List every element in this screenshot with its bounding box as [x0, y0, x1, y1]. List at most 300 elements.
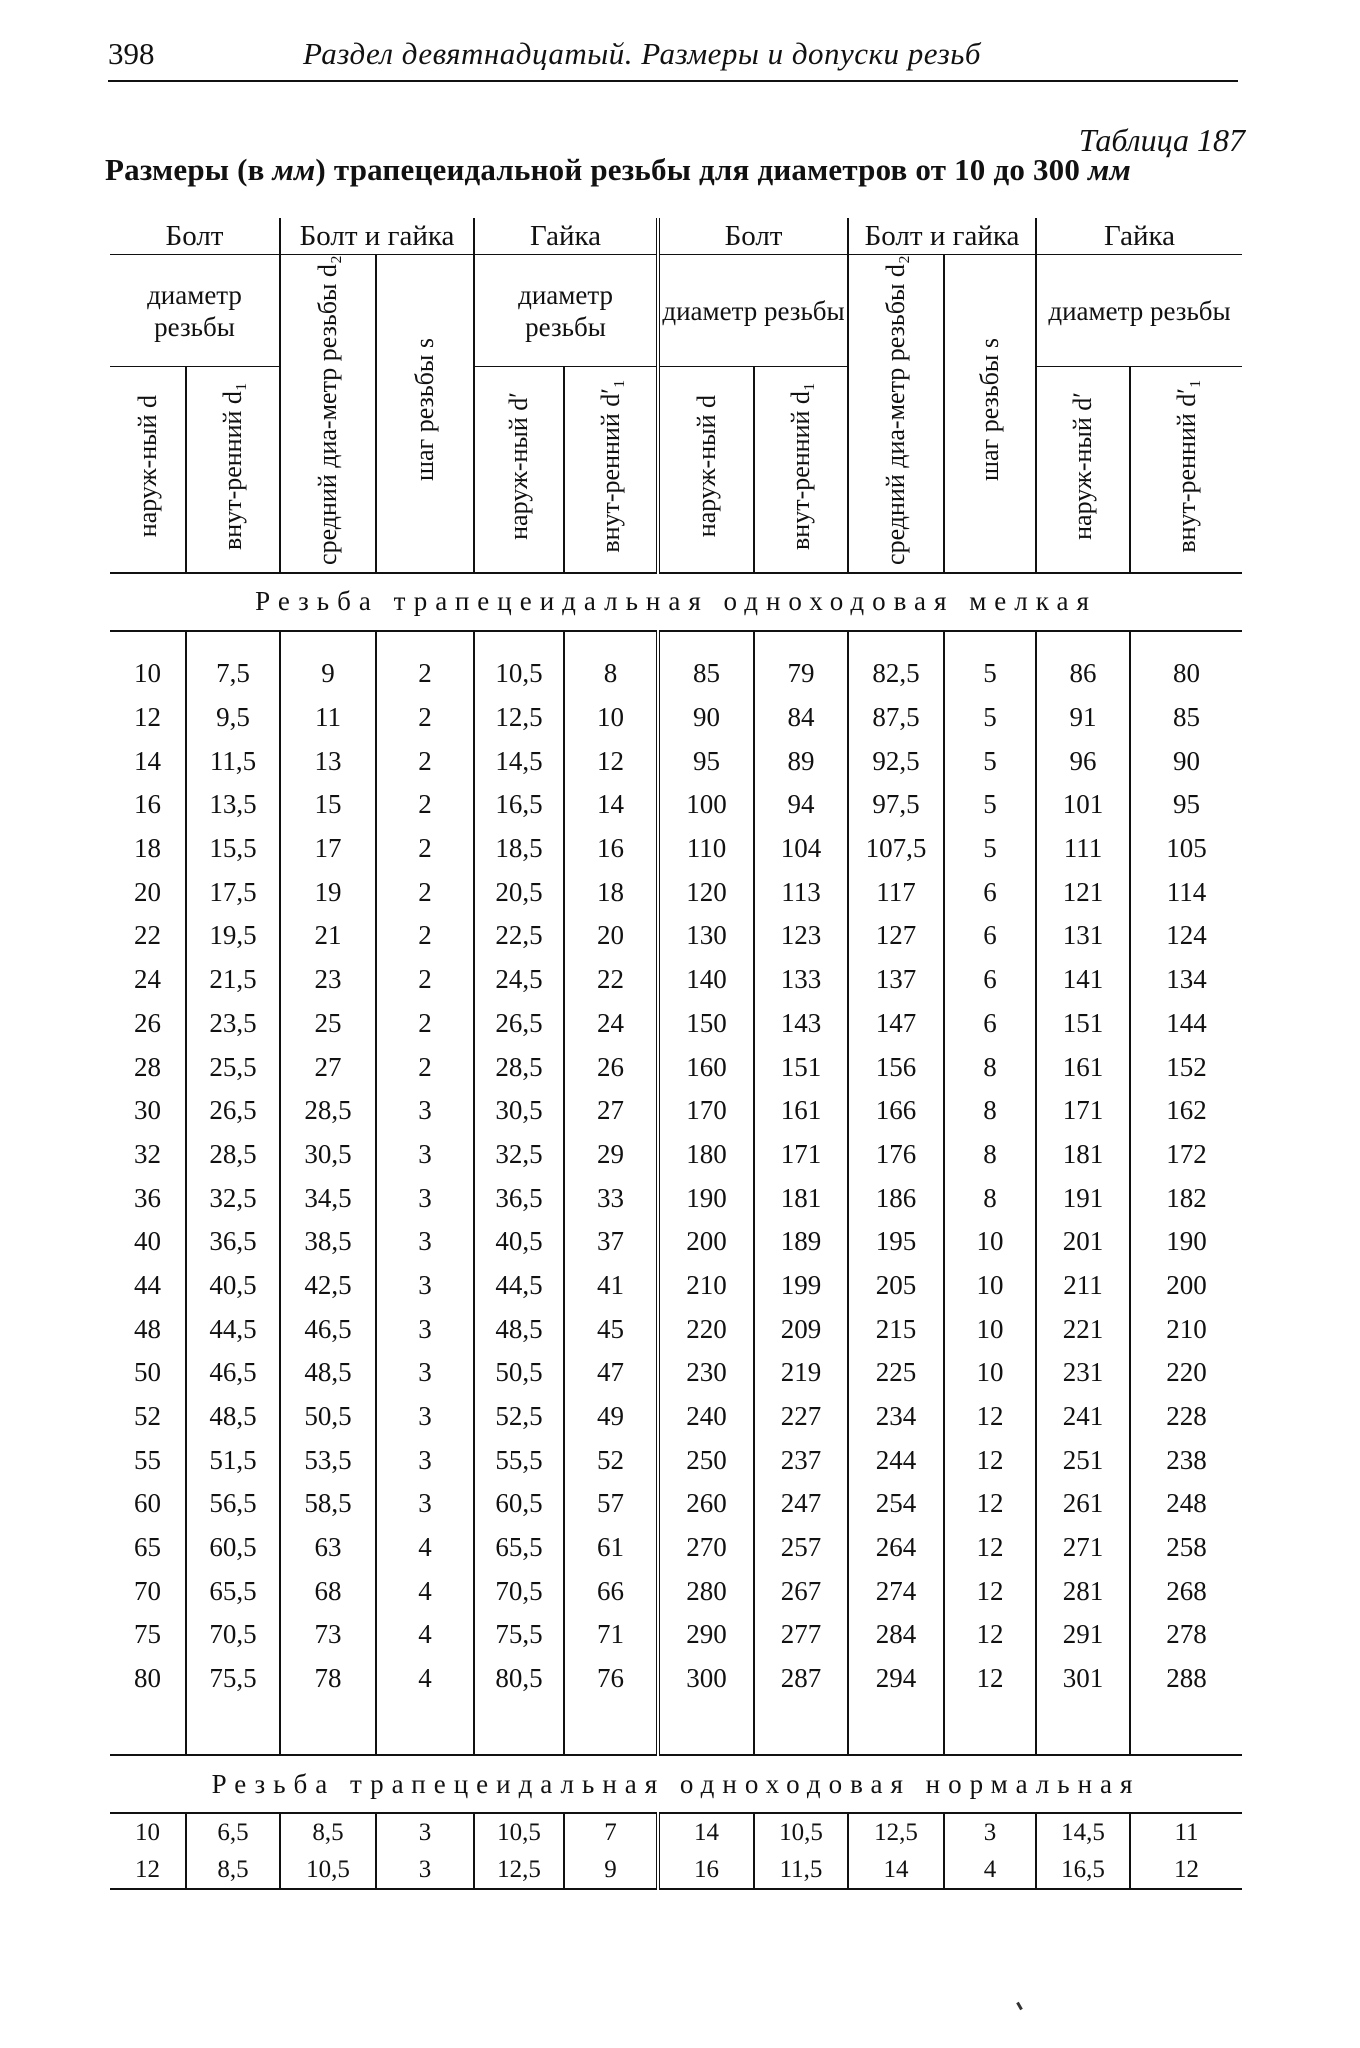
- table-row: [110, 783, 1242, 827]
- table-cell: 24: [134, 964, 161, 995]
- table-cell: 3: [376, 1220, 474, 1264]
- table-cell: 95: [1130, 783, 1242, 827]
- table-cell: 288: [1130, 1657, 1242, 1701]
- table-cell: 55,5: [474, 1438, 564, 1482]
- table-cell: 80,5: [474, 1657, 564, 1701]
- table-cell: 22: [134, 920, 161, 951]
- table-cell: 78: [280, 1657, 376, 1701]
- table-cell: 8: [944, 1176, 1036, 1220]
- table-cell: 56,5: [186, 1482, 280, 1526]
- table-cell: 228: [1130, 1395, 1242, 1439]
- table-cell: 22: [564, 958, 658, 1002]
- table-cell: 60: [134, 1488, 161, 1519]
- table-cell: 3: [376, 1395, 474, 1439]
- table-title-part: Размеры (в: [105, 152, 273, 187]
- table-cell: 14: [848, 1851, 944, 1889]
- section-title: Раздел девятнадцатый. Размеры и допуски резьб: [303, 36, 981, 71]
- table-cell: 19,5: [186, 914, 280, 958]
- table-cell: 210: [1130, 1307, 1242, 1351]
- table-cell: 12,5: [474, 1851, 564, 1889]
- table-cell: 17: [280, 827, 376, 871]
- nut-inner-diameter-label: внут-ренний d′₁: [1171, 379, 1201, 553]
- table-cell: 14,5: [474, 739, 564, 783]
- table-cell: 281: [1036, 1569, 1130, 1613]
- table-cell: 10: [944, 1220, 1036, 1264]
- table-cell: 220: [658, 1307, 754, 1351]
- table-cell: 143: [754, 1001, 848, 1045]
- table-row: [110, 1813, 1242, 1851]
- table-cell: 191: [1036, 1176, 1130, 1220]
- group-bolt-and-nut: Болт и гайка: [848, 218, 1036, 255]
- table-cell: 86: [1036, 652, 1130, 696]
- table-cell: 290: [658, 1613, 754, 1657]
- table-cell: 28: [134, 1051, 161, 1082]
- table-row: [110, 1526, 1242, 1570]
- table-row: [110, 739, 1242, 783]
- table-cell: 238: [1130, 1438, 1242, 1482]
- table-cell: 144: [1130, 1001, 1242, 1045]
- table-cell: 97,5: [848, 783, 944, 827]
- thread-diameter-header: диаметр резьбы: [110, 255, 280, 367]
- table-cell: 284: [848, 1613, 944, 1657]
- nut-inner-diameter-label: внут-ренний d′₁: [595, 379, 625, 553]
- table-row: [110, 1351, 1242, 1395]
- table-cell: 6: [944, 1001, 1036, 1045]
- table-cell: 27: [564, 1089, 658, 1133]
- table-cell: 22,5: [474, 914, 564, 958]
- table-cell: 52: [564, 1438, 658, 1482]
- table-cell: 200: [658, 1220, 754, 1264]
- table-cell: 18: [564, 870, 658, 914]
- table-cell: 70,5: [186, 1613, 280, 1657]
- table-cell: 26: [134, 1007, 161, 1038]
- table-cell: 48,5: [474, 1307, 564, 1351]
- table-cell: 12,5: [474, 696, 564, 740]
- table-cell: 12: [134, 702, 161, 732]
- table-cell: 37: [564, 1220, 658, 1264]
- table-cell: 52,5: [474, 1395, 564, 1439]
- table-cell: 114: [1130, 870, 1242, 914]
- table-cell: 82,5: [848, 652, 944, 696]
- table-cell: 49: [564, 1395, 658, 1439]
- table-cell: 140: [658, 958, 754, 1002]
- table-cell: 92,5: [848, 739, 944, 783]
- table-cell: 172: [1130, 1133, 1242, 1177]
- table-cell: 199: [754, 1264, 848, 1308]
- table-row: [110, 1395, 1242, 1439]
- table-cell: 209: [754, 1307, 848, 1351]
- table-row: [110, 1264, 1242, 1308]
- table-cell: 14: [564, 783, 658, 827]
- table-cell: 96: [1036, 739, 1130, 783]
- inner-diameter-label: внут-ренний d₁: [218, 382, 247, 551]
- table-row: [110, 827, 1242, 871]
- group-bolt-and-nut: Болт и гайка: [280, 218, 474, 255]
- table-row: [110, 870, 1242, 914]
- table-cell: 30,5: [280, 1133, 376, 1177]
- table-cell: 121: [1036, 870, 1130, 914]
- table-cell: 6,5: [186, 1813, 280, 1851]
- table-cell: 156: [848, 1045, 944, 1089]
- table-cell: 280: [658, 1569, 754, 1613]
- table-cell: 4: [376, 1657, 474, 1701]
- nut-outer-diameter-label: наруж-ный d′: [1068, 392, 1098, 540]
- table-cell: 85: [1130, 696, 1242, 740]
- table-cell: 32: [134, 1138, 161, 1169]
- table-cell: 44,5: [186, 1307, 280, 1351]
- table-cell: 301: [1036, 1657, 1130, 1701]
- table-cell: 50,5: [280, 1395, 376, 1439]
- outer-diameter-label: наруж-ный d: [691, 394, 721, 538]
- table-row: [110, 1438, 1242, 1482]
- table-cell: 270: [658, 1526, 754, 1570]
- table-row: [110, 696, 1242, 740]
- table-cell: 231: [1036, 1351, 1130, 1395]
- table-cell: 182: [1130, 1176, 1242, 1220]
- table-cell: 3: [376, 1851, 474, 1889]
- running-header: [108, 30, 1238, 82]
- table-cell: 28,5: [280, 1089, 376, 1133]
- table-cell: 95: [658, 739, 754, 783]
- table-cell: 147: [848, 1001, 944, 1045]
- table-row: [110, 1851, 1242, 1889]
- table-cell: 221: [1036, 1307, 1130, 1351]
- table-cell: 134: [1130, 958, 1242, 1002]
- table-cell: 24: [564, 1001, 658, 1045]
- table-cell: 32,5: [186, 1176, 280, 1220]
- table-cell: 10: [110, 1813, 186, 1851]
- table-cell: 111: [1036, 827, 1130, 871]
- table-cell: 51,5: [186, 1438, 280, 1482]
- table-cell: 66: [564, 1569, 658, 1613]
- table-cell: 123: [754, 914, 848, 958]
- table-cell: 8: [944, 1089, 1036, 1133]
- table-cell: 2: [376, 783, 474, 827]
- thread-diameter-header: диаметр резьбы: [658, 255, 848, 367]
- table-cell: 26,5: [186, 1089, 280, 1133]
- table-cell: 260: [658, 1482, 754, 1526]
- table-cell: 8,5: [186, 1851, 280, 1889]
- table-cell: 12,5: [848, 1813, 944, 1851]
- table-cell: 10,5: [754, 1813, 848, 1851]
- table-label: Таблица 187: [1078, 122, 1245, 158]
- table-cell: 16: [564, 827, 658, 871]
- table-cell: 33: [564, 1176, 658, 1220]
- table-cell: 113: [754, 870, 848, 914]
- group-bolt: Болт: [110, 218, 280, 255]
- table-cell: 12: [944, 1438, 1036, 1482]
- table-cell: 6: [944, 958, 1036, 1002]
- table-cell: 251: [1036, 1438, 1130, 1482]
- table-cell: 18: [134, 833, 161, 864]
- table-cell: 12: [944, 1526, 1036, 1570]
- table-cell: 11: [280, 696, 376, 740]
- table-cell: 9: [280, 652, 376, 696]
- table-cell: 6: [944, 914, 1036, 958]
- table-cell: 46,5: [186, 1351, 280, 1395]
- table-cell: 12: [1130, 1851, 1242, 1889]
- table-cell: 47: [564, 1351, 658, 1395]
- table-cell: 8,5: [280, 1813, 376, 1851]
- table-cell: 152: [1130, 1045, 1242, 1089]
- thread-size-table: [110, 218, 1242, 1890]
- table-cell: 201: [1036, 1220, 1130, 1264]
- pitch-header: [944, 255, 1036, 573]
- table-cell: 274: [848, 1569, 944, 1613]
- table-cell: 10: [134, 658, 161, 689]
- table-cell: 3: [944, 1813, 1036, 1851]
- table-body: [110, 573, 1242, 1890]
- table-cell: 28,5: [186, 1133, 280, 1177]
- table-row: [110, 1133, 1242, 1177]
- table-cell: 2: [376, 827, 474, 871]
- table-cell: 84: [754, 696, 848, 740]
- table-cell: 28,5: [474, 1045, 564, 1089]
- table-cell: 25,5: [186, 1045, 280, 1089]
- outer-diameter-header: [110, 367, 186, 573]
- table-cell: 101: [1036, 783, 1130, 827]
- table-cell: 44: [134, 1269, 161, 1300]
- table-cell: 29: [564, 1133, 658, 1177]
- table-cell: 61: [564, 1526, 658, 1570]
- table-cell: 5: [944, 696, 1036, 740]
- table-cell: 36,5: [186, 1220, 280, 1264]
- group-nut: Гайка: [474, 218, 658, 255]
- spacer-row: [110, 1700, 1242, 1755]
- table-cell: 250: [658, 1438, 754, 1482]
- table-cell: 2: [376, 914, 474, 958]
- table-cell: 181: [1036, 1133, 1130, 1177]
- table-cell: 89: [754, 739, 848, 783]
- table-cell: 2: [376, 1001, 474, 1045]
- table-cell: 16,5: [474, 783, 564, 827]
- table-cell: 11,5: [754, 1851, 848, 1889]
- table-cell: 190: [1130, 1220, 1242, 1264]
- table-cell: 48: [134, 1313, 161, 1344]
- table-cell: 166: [848, 1089, 944, 1133]
- group-bolt: Болт: [658, 218, 848, 255]
- table-cell: 75: [134, 1619, 161, 1650]
- nut-inner-diameter-header: [564, 367, 658, 573]
- table-cell: 10,5: [474, 652, 564, 696]
- table-cell: 271: [1036, 1526, 1130, 1570]
- table-cell: 11,5: [186, 739, 280, 783]
- table-cell: 170: [658, 1089, 754, 1133]
- table-cell: 24,5: [474, 958, 564, 1002]
- nut-inner-diameter-header: [1130, 367, 1242, 573]
- table-cell: 12: [564, 739, 658, 783]
- table-cell: 190: [658, 1176, 754, 1220]
- table-row: [110, 652, 1242, 696]
- table-cell: 3: [376, 1482, 474, 1526]
- table-cell: 248: [1130, 1482, 1242, 1526]
- table-cell: 26: [564, 1045, 658, 1089]
- table-cell: 254: [848, 1482, 944, 1526]
- table-cell: 247: [754, 1482, 848, 1526]
- table-cell: 3: [376, 1176, 474, 1220]
- table-cell: 3: [376, 1089, 474, 1133]
- table-cell: 60,5: [186, 1526, 280, 1570]
- table-cell: 23: [280, 958, 376, 1002]
- table-cell: 9,5: [186, 696, 280, 740]
- table-cell: 105: [1130, 827, 1242, 871]
- table-cell: 14: [134, 745, 161, 776]
- table-cell: 234: [848, 1395, 944, 1439]
- table-cell: 36: [134, 1182, 161, 1213]
- table-cell: 267: [754, 1569, 848, 1613]
- table-row: [110, 1307, 1242, 1351]
- table-cell: 261: [1036, 1482, 1130, 1526]
- table-cell: 46,5: [280, 1307, 376, 1351]
- table-cell: 257: [754, 1526, 848, 1570]
- table-cell: 75,5: [186, 1657, 280, 1701]
- print-speck: [1016, 2002, 1023, 2010]
- table-cell: 5: [944, 652, 1036, 696]
- table-cell: 189: [754, 1220, 848, 1264]
- table-cell: 5: [944, 739, 1036, 783]
- table-cell: 2: [376, 739, 474, 783]
- table-cell: 100: [658, 783, 754, 827]
- outer-diameter-header: [658, 367, 754, 573]
- mean-diameter-header: [848, 255, 944, 573]
- table-cell: 10: [944, 1307, 1036, 1351]
- table-cell: 12: [944, 1482, 1036, 1526]
- table-cell: 5: [944, 783, 1036, 827]
- table-cell: 38,5: [280, 1220, 376, 1264]
- table-cell: 71: [564, 1613, 658, 1657]
- table-cell: 3: [376, 1438, 474, 1482]
- table-cell: 16: [134, 789, 161, 820]
- table-cell: 181: [754, 1176, 848, 1220]
- table-cell: 25: [280, 1001, 376, 1045]
- table-cell: 65,5: [474, 1526, 564, 1570]
- table-cell: 10: [564, 696, 658, 740]
- table-cell: 16,5: [1036, 1851, 1130, 1889]
- table-cell: 90: [1130, 739, 1242, 783]
- table-cell: 127: [848, 914, 944, 958]
- table-row: [110, 1176, 1242, 1220]
- table-cell: 34,5: [280, 1176, 376, 1220]
- table-cell: 44,5: [474, 1264, 564, 1308]
- spacer-row: [110, 631, 1242, 652]
- table-cell: 73: [280, 1613, 376, 1657]
- table-cell: 10: [944, 1351, 1036, 1395]
- table-cell: 8: [564, 652, 658, 696]
- pitch-label: шаг резьбы s: [975, 338, 1005, 482]
- section-normal-label: Резьба трапецеидальная одноходовая нормальная: [110, 1755, 1242, 1813]
- table-cell: 58,5: [280, 1482, 376, 1526]
- table-cell: 10,5: [474, 1813, 564, 1851]
- table-cell: 63: [280, 1526, 376, 1570]
- nut-outer-diameter-label: наруж-ный d′: [504, 392, 534, 540]
- table-cell: 50: [134, 1357, 161, 1388]
- table-cell: 55: [134, 1444, 161, 1475]
- table-cell: 215: [848, 1307, 944, 1351]
- table-cell: 40,5: [186, 1264, 280, 1308]
- table-cell: 291: [1036, 1613, 1130, 1657]
- mean-diameter-header: [280, 255, 376, 573]
- table-cell: 90: [658, 696, 754, 740]
- table-cell: 141: [1036, 958, 1130, 1002]
- table-cell: 15,5: [186, 827, 280, 871]
- table-cell: 48,5: [186, 1395, 280, 1439]
- table-row: [110, 1569, 1242, 1613]
- table-row: [110, 1482, 1242, 1526]
- table-cell: 85: [658, 652, 754, 696]
- mean-diameter-label: средний диа-метр резьбы d₂: [313, 255, 343, 565]
- table-cell: 124: [1130, 914, 1242, 958]
- table-cell: 12: [110, 1851, 186, 1889]
- table-cell: 131: [1036, 914, 1130, 958]
- table-cell: 15: [280, 783, 376, 827]
- table-cell: 264: [848, 1526, 944, 1570]
- table-cell: 287: [754, 1657, 848, 1701]
- table-cell: 80: [134, 1663, 161, 1694]
- table-cell: 79: [754, 652, 848, 696]
- table-cell: 4: [376, 1526, 474, 1570]
- table-cell: 10,5: [280, 1851, 376, 1889]
- table-cell: 278: [1130, 1613, 1242, 1657]
- table-cell: 20: [564, 914, 658, 958]
- table-cell: 162: [1130, 1089, 1242, 1133]
- table-cell: 10: [944, 1264, 1036, 1308]
- table-cell: 225: [848, 1351, 944, 1395]
- table-row: [110, 1755, 1242, 1813]
- table-cell: 75,5: [474, 1613, 564, 1657]
- table-cell: 277: [754, 1613, 848, 1657]
- table-cell: 45: [564, 1307, 658, 1351]
- table-cell: 294: [848, 1657, 944, 1701]
- table-row: [110, 1657, 1242, 1701]
- table-cell: 16: [658, 1851, 754, 1889]
- table-cell: 133: [754, 958, 848, 1002]
- table-cell: 19: [280, 870, 376, 914]
- table-cell: 3: [376, 1813, 474, 1851]
- table-cell: 6: [944, 870, 1036, 914]
- table-cell: 2: [376, 958, 474, 1002]
- table-cell: 161: [754, 1089, 848, 1133]
- table-cell: 12: [944, 1569, 1036, 1613]
- table-cell: 150: [658, 1001, 754, 1045]
- table-row: [110, 958, 1242, 1002]
- table-cell: 80: [1130, 652, 1242, 696]
- table-title-unit: мм: [272, 152, 316, 187]
- table-cell: 40,5: [474, 1220, 564, 1264]
- inner-diameter-label: внут-ренний d₁: [786, 382, 816, 551]
- table-cell: 30,5: [474, 1089, 564, 1133]
- table-cell: 87,5: [848, 696, 944, 740]
- table-row: [110, 1220, 1242, 1264]
- thread-diameter-header: диаметр резьбы: [474, 255, 658, 367]
- table-cell: 57: [564, 1482, 658, 1526]
- table-cell: 211: [1036, 1264, 1130, 1308]
- table-cell: 13: [280, 739, 376, 783]
- table-title: [105, 152, 1245, 188]
- table-cell: 32,5: [474, 1133, 564, 1177]
- table-cell: 200: [1130, 1264, 1242, 1308]
- table-cell: 160: [658, 1045, 754, 1089]
- table-cell: 40: [134, 1226, 161, 1257]
- table-cell: 151: [754, 1045, 848, 1089]
- table-cell: 21: [280, 914, 376, 958]
- mean-diameter-label: средний диа-метр резьбы d₂: [881, 255, 911, 565]
- table-cell: 48,5: [280, 1351, 376, 1395]
- table-cell: 7,5: [186, 652, 280, 696]
- table-cell: 91: [1036, 696, 1130, 740]
- table-cell: 186: [848, 1176, 944, 1220]
- table-cell: 26,5: [474, 1001, 564, 1045]
- pitch-header: [376, 255, 474, 573]
